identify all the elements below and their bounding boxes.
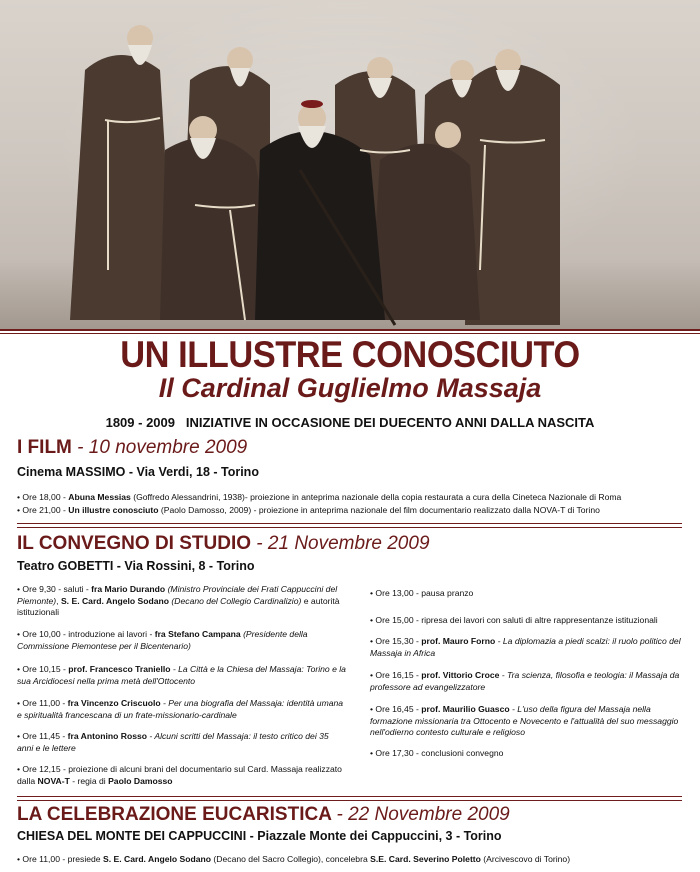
- films-section-title: [17, 437, 247, 459]
- film-item-2: • Ore 21,00 - Un illustre conosciuto (Paolo Damosso, 2009) - proiezione in anteprima nazionale del film documentario realizzato dalla NOVA-T di Torino: [17, 505, 600, 515]
- section-divider-2: [17, 796, 682, 797]
- convegno-item-4: • Ore 11,00 - fra Vincenzo Criscuolo - Per una biografia del Massaja: identità umana e spiritualità francescana di un frate-missionario-cardinale: [17, 698, 344, 720]
- celebrazione-item: • Ore 11,00 - presiede S. E. Card. Angelo Sodano (Decano del Sacro Collegio), concelebra S.E. Card. Severino Poletto (Arcivescovo di Torino): [17, 854, 571, 864]
- years: 1809 - 2009: [105, 415, 175, 430]
- convegno-item-2: • Ore 10,00 - introduzione ai lavori - fra Stefano Campana (Presidente della Commissione Piemontese per il Bicentenario): [17, 629, 308, 651]
- celebrazione-title: LA CELEBRAZIONE EUCARISTICA: [17, 804, 332, 825]
- historical-group-photo: [0, 0, 700, 330]
- celebrazione-venue: CHIESA DEL MONTE DEI CAPPUCCINI - Piazzale Monte dei Cappuccini, 3 - Torino: [17, 829, 502, 843]
- convegno-item-12: • Ore 17,30 - conclusioni convegno: [370, 748, 504, 758]
- convegno-venue: Teatro GOBETTI - Via Rossini, 8 - Torino: [17, 559, 255, 573]
- tagline: [0, 415, 700, 430]
- main-title: UN ILLUSTRE CONOSCIUTO: [120, 334, 580, 375]
- convegno-item-7: • Ore 13,00 - pausa pranzo: [370, 588, 474, 598]
- photo-divider: [0, 329, 700, 331]
- cardinal-figure: [255, 131, 385, 320]
- films-venue: Cinema MASSIMO - Via Verdi, 18 - Torino: [17, 465, 259, 479]
- films-date: - 10 novembre 2009: [77, 437, 248, 458]
- film-item-1: • Ore 18,00 - Abuna Messias (Goffredo Alessandrini, 1938)- proiezione in anteprima nazionale della copia restaurata a cura della Cineteca Nazionale di Roma: [17, 492, 622, 502]
- section-divider-1b: [17, 527, 682, 528]
- celebrazione-section-title: [17, 804, 510, 826]
- section-divider-1: [17, 523, 682, 524]
- convegno-item-10: • Ore 16,15 - prof. Vittorio Croce - Tra scienza, filosofia e teologia: il Massaja da professore ad evangelizzatore: [370, 670, 680, 692]
- convegno-item-11: • Ore 16,45 - prof. Maurilio Guasco - L'uso della figura del Massaja nella formazione missionaria tra Ottocento e Novecento e l'attualità del suo messaggio nell'odierno contesto culturale e religioso: [370, 704, 679, 737]
- convegno-section-title: [17, 533, 430, 555]
- convegno-item-6: • Ore 12,15 - proiezione di alcuni brani del documentario sul Card. Massaja realizzato dalla NOVA-T - regia di Paolo Damosso: [17, 764, 342, 786]
- convegno-date: - 21 Novembre 2009: [256, 533, 430, 554]
- convegno-item-9: • Ore 15,30 - prof. Mauro Forno - La diplomazia a piedi scalzi: il ruolo politico del Massaja in Africa: [370, 636, 681, 658]
- convegno-item-3: • Ore 10,15 - prof. Francesco Traniello - La Città e la Chiesa del Massaja: Torino e la sua Arcidiocesi nella prima metà dell'Ottocento: [17, 664, 346, 686]
- convegno-item-1: • Ore 9,30 - saluti - fra Mario Durando (Ministro Provinciale dei Frati Cappuccini del Piemonte), S. E. Card. Angelo Sodano (Decano del Collegio Cardinalizio) e autorità istituzionali: [17, 584, 340, 617]
- friars-group-illustration: [0, 0, 700, 330]
- convegno-item-8: • Ore 15,00 - ripresa dei lavori con saluti di altre rappresentanze istituzionali: [370, 615, 658, 625]
- tagline-text: INIZIATIVE IN OCCASIONE DEI DUECENTO ANNI DALLA NASCITA: [185, 415, 595, 430]
- films-title: I FILM: [17, 437, 72, 458]
- celebrazione-date: - 22 Novembre 2009: [336, 804, 510, 825]
- subtitle: Il Cardinal Guglielmo Massaja: [158, 373, 542, 403]
- section-divider-2b: [17, 800, 682, 801]
- convegno-title: IL CONVEGNO DI STUDIO: [17, 533, 252, 554]
- convegno-item-5: • Ore 11,45 - fra Antonino Rosso - Alcuni scritti del Massaja: il testo critico dei 35 anni e le lettere: [17, 731, 329, 753]
